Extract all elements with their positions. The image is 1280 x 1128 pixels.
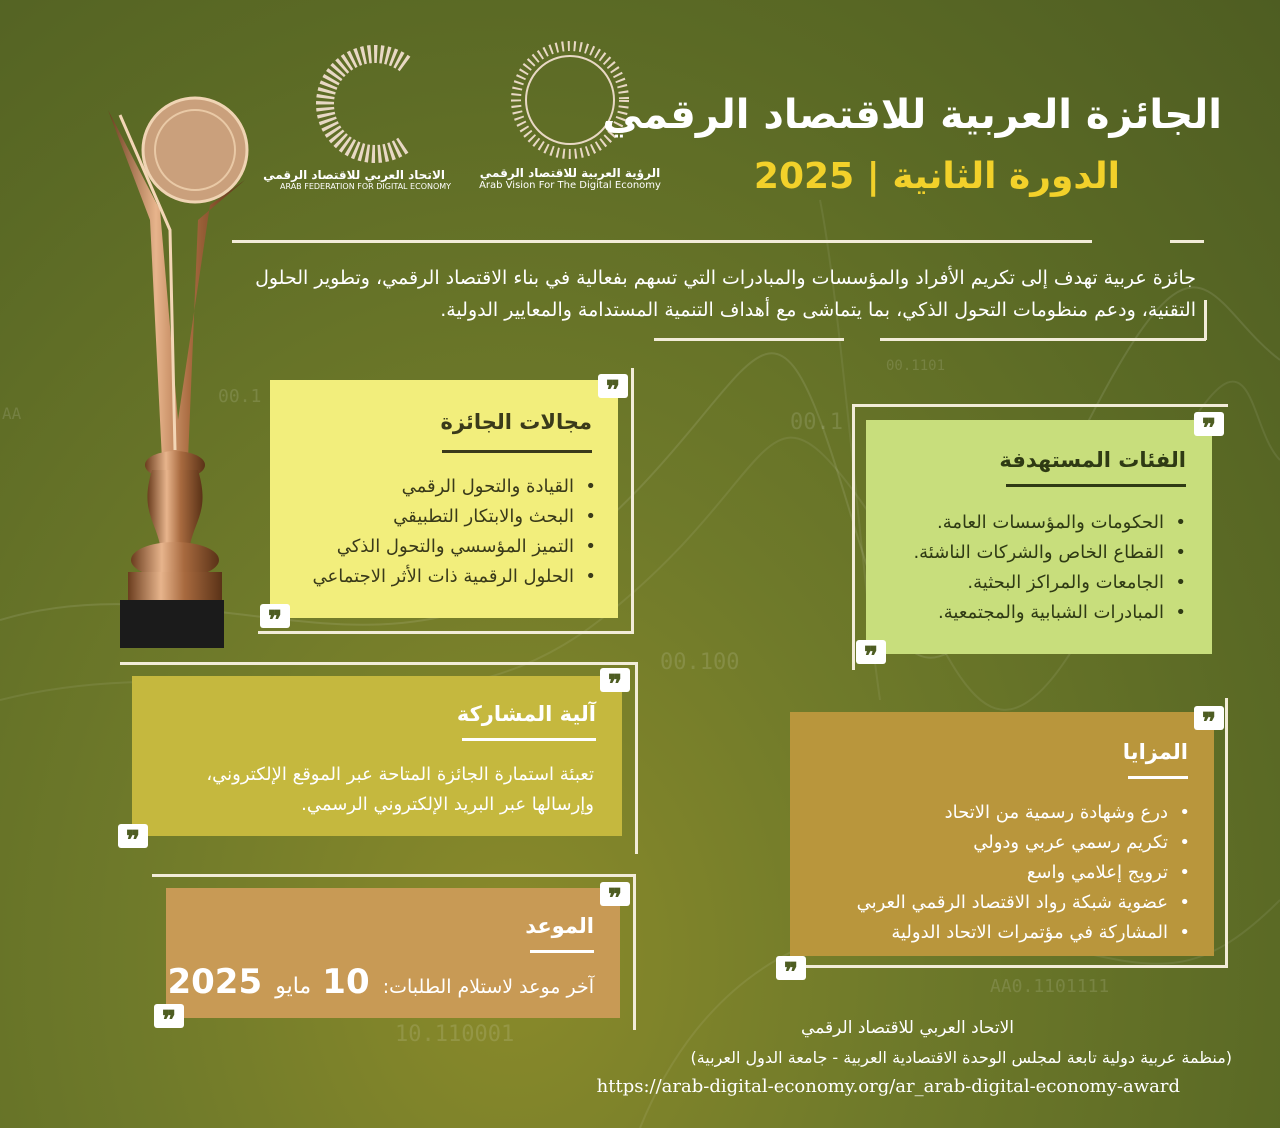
list-item: • المشاركة في مؤتمرات الاتحاد الدولية xyxy=(857,918,1190,948)
list-item: • الجامعات والمراكز البحثية. xyxy=(913,568,1186,598)
quote-icon: ❞ xyxy=(260,604,290,628)
quote-icon: ❞ xyxy=(600,882,630,906)
bg-code: 00.1 xyxy=(790,410,843,435)
title-underline xyxy=(1128,776,1188,779)
benefits-title: المزايا xyxy=(1122,740,1188,764)
quote-icon: ❞ xyxy=(118,824,148,848)
page-title: الجائزة العربية للاقتصاد الرقمي xyxy=(602,92,1222,138)
benefits-card xyxy=(790,712,1214,956)
intro-text: جائزة عربية تهدف إلى تكريم الأفراد والمؤسسات والمبادرات التي تسهم بفعالية في بناء الاقتصاد الرقمي، وتطوير الحلول التقنية، ودعم منظومات التحول الذكي، بما يتماشى مع أهداف التنمية المستدامة والمعايير الدولية. xyxy=(255,267,1196,321)
footer-description: (منظمة عربية دولية تابعة لمجلس الوحدة الاقتصادية العربية - جامعة الدول العربية) xyxy=(690,1048,1232,1067)
deadline-line xyxy=(167,962,594,1002)
federation-name-ar: الاتحاد العربي للاقتصاد الرقمي xyxy=(263,168,445,182)
fields-title: مجالات الجائزة xyxy=(440,410,592,434)
title-underline xyxy=(1006,484,1186,487)
footer-url-link[interactable]: https://arab-digital-economy.org/ar_arab-digital-economy-award xyxy=(596,1076,1180,1097)
bg-code: 00.1101 xyxy=(886,358,946,374)
quote-icon: ❞ xyxy=(776,956,806,980)
deadline-card xyxy=(166,888,620,1018)
deadline-title: الموعد xyxy=(525,914,594,938)
fields-list xyxy=(313,472,596,592)
list-item: • تكريم رسمي عربي ودولي xyxy=(857,828,1190,858)
bg-code: AA xyxy=(2,404,22,423)
title-underline xyxy=(442,450,592,453)
title-underline xyxy=(462,738,596,741)
footer-org: الاتحاد العربي للاقتصاد الرقمي xyxy=(801,1018,1014,1038)
title-underline xyxy=(530,950,594,953)
list-item: • درع وشهادة رسمية من الاتحاد xyxy=(857,798,1190,828)
deadline-year: 2025 xyxy=(167,962,263,1002)
federation-emblem-icon xyxy=(315,44,411,164)
list-item: • القيادة والتحول الرقمي xyxy=(313,472,596,502)
bg-code: 10.110001 xyxy=(395,1022,515,1047)
list-item: • التميز المؤسسي والتحول الذكي xyxy=(313,532,596,562)
page-subtitle: الدورة الثانية | 2025 xyxy=(753,156,1120,197)
divider xyxy=(880,338,1206,341)
quote-icon: ❞ xyxy=(1194,706,1224,730)
deadline-label: آخر موعد لاستلام الطلبات: xyxy=(382,976,594,998)
list-item: • عضوية شبكة رواد الاقتصاد الرقمي العربي xyxy=(857,888,1190,918)
quote-icon: ❞ xyxy=(600,668,630,692)
deadline-day: 10 xyxy=(322,962,370,1002)
vision-name-en: Arab Vision For The Digital Economy xyxy=(479,180,661,191)
federation-name-en: ARAB FEDERATION FOR DIGITAL ECONOMY xyxy=(280,182,452,191)
quote-icon: ❞ xyxy=(1194,412,1224,436)
quote-icon: ❞ xyxy=(856,640,886,664)
bg-code: 00.100 xyxy=(660,650,740,675)
quote-icon: ❞ xyxy=(598,374,628,398)
targets-card xyxy=(866,420,1212,654)
list-item: • ترويج إعلامي واسع xyxy=(857,858,1190,888)
divider xyxy=(1170,240,1204,243)
targets-title: الفئات المستهدفة xyxy=(999,448,1186,472)
trophy-image xyxy=(100,90,250,650)
bg-code: AA0.1101111 xyxy=(990,976,1110,997)
bg-code: 00.1 xyxy=(218,386,262,407)
vision-name-ar: الرؤية العربية للاقتصاد الرقمي xyxy=(479,166,661,180)
list-item: • القطاع الخاص والشركات الناشئة. xyxy=(913,538,1186,568)
list-item: • البحث والابتكار التطبيقي xyxy=(313,502,596,532)
federation-logo xyxy=(263,44,452,191)
divider xyxy=(1204,300,1207,340)
participation-title: آلية المشاركة xyxy=(456,702,596,726)
targets-list xyxy=(913,508,1186,628)
participation-card xyxy=(132,676,622,836)
list-item: • الحلول الرقمية ذات الأثر الاجتماعي xyxy=(313,562,596,592)
divider xyxy=(654,338,844,341)
list-item: • الحكومات والمؤسسات العامة. xyxy=(913,508,1186,538)
divider xyxy=(232,240,1092,243)
list-item: • المبادرات الشبابية والمجتمعية. xyxy=(913,598,1186,628)
quote-icon: ❞ xyxy=(154,1004,184,1028)
participation-text: تعبئة استمارة الجائزة المتاحة عبر الموقع الإلكتروني، وإرسالها عبر البريد الإلكتروني الرسمي. xyxy=(206,764,594,815)
benefits-list xyxy=(857,798,1190,948)
fields-card xyxy=(270,380,618,618)
deadline-month: مايو xyxy=(275,974,312,999)
